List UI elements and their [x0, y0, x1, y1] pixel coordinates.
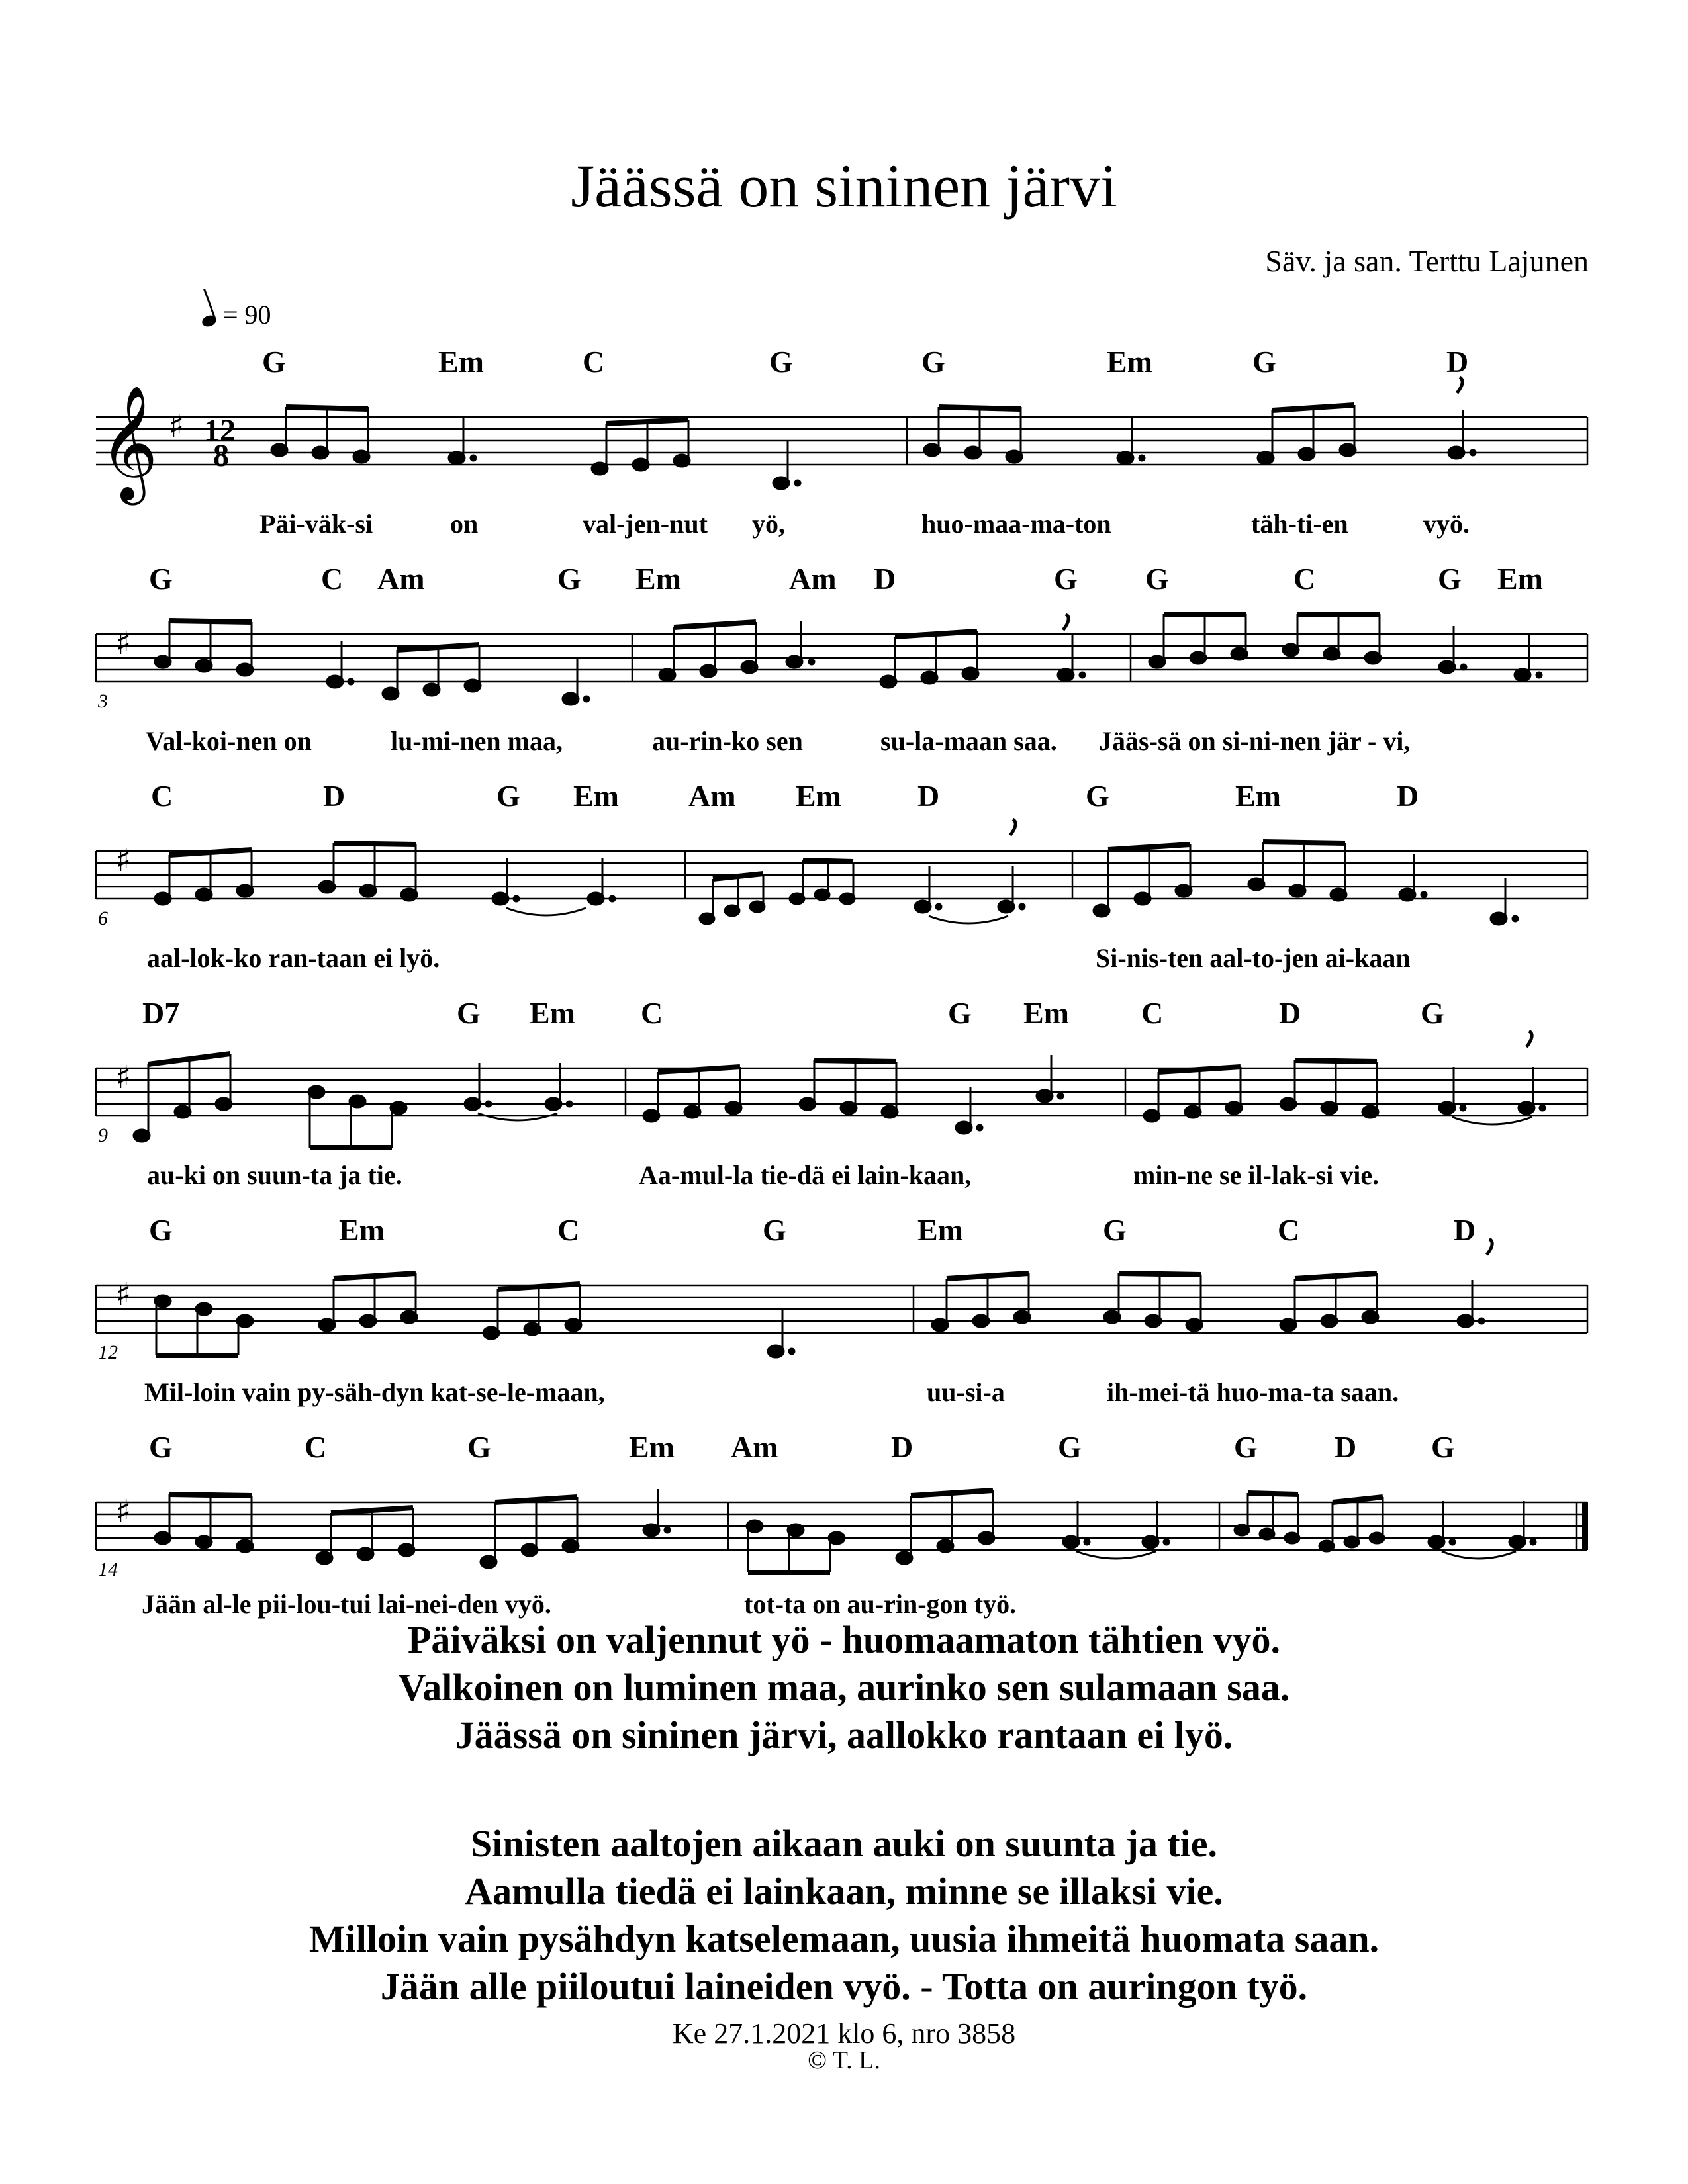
chord: D	[1279, 996, 1301, 1030]
measure-number: 9	[98, 1124, 108, 1146]
composer-credit: Säv. ja san. Terttu Lajunen	[1265, 244, 1589, 278]
verse-line: Päiväksi on valjennut yö - huomaamaton tähtien vyö.	[407, 1618, 1281, 1661]
chord: G	[763, 1213, 786, 1247]
chord: G	[1058, 1430, 1082, 1464]
staff-system-4	[0, 995, 1688, 1207]
chord: Em	[573, 779, 619, 813]
chord: G	[149, 562, 173, 596]
verse-line: Jäässä on sininen järvi, aallokko rantaan ei lyö.	[455, 1713, 1233, 1756]
chord: C	[151, 779, 173, 813]
chord: G	[149, 1213, 173, 1247]
chord: G	[1103, 1213, 1127, 1247]
chord: C	[557, 1213, 580, 1247]
chord: Em	[917, 1213, 963, 1247]
chord: Am	[377, 562, 425, 596]
chord: G	[262, 345, 286, 379]
chord: D	[917, 779, 940, 813]
chord: G	[467, 1430, 491, 1464]
copyright: © T. L.	[808, 2046, 880, 2074]
measure-number: 3	[98, 690, 108, 712]
staff-system-1	[0, 344, 1688, 556]
chord: G	[1421, 996, 1444, 1030]
chord: Em	[629, 1430, 675, 1464]
tempo-value: = 90	[223, 300, 271, 330]
svg-text:12: 12	[204, 413, 236, 448]
chord: G	[457, 996, 481, 1030]
lyric: Päi-väk-si	[259, 509, 373, 539]
chord: G	[1431, 1430, 1455, 1464]
chord: D	[1335, 1430, 1357, 1464]
lyric: au-rin-ko sen	[652, 726, 803, 756]
lyric: Jääs-sä on si-ni-nen jär - vi,	[1099, 726, 1411, 756]
chord: C	[305, 1430, 327, 1464]
chord: Am	[688, 779, 736, 813]
chord: G	[1086, 779, 1109, 813]
svg-text:♯: ♯	[116, 1276, 132, 1313]
chord: D	[891, 1430, 914, 1464]
lyric: tot-ta on au-rin-gon työ.	[744, 1589, 1017, 1619]
lyric: lu-mi-nen maa,	[391, 726, 563, 756]
lyric: aal-lok-ko ran-taan ei lyö.	[147, 943, 440, 973]
chord: G	[149, 1430, 173, 1464]
lyric: su-la-maan saa.	[880, 726, 1057, 756]
verse-line: Jään alle piiloutui laineiden vyö. - Totta on auringon työ.	[380, 1965, 1308, 2008]
verse-line: Milloin vain pysähdyn katselemaan, uusia ihmeitä huomata saan.	[308, 1917, 1380, 1960]
staff-system-6	[0, 1430, 1688, 1641]
svg-text:♯: ♯	[169, 408, 185, 445]
verse-line: Valkoinen on luminen maa, aurinko sen sulamaan saa.	[398, 1666, 1290, 1709]
lyric: uu-si-a	[927, 1377, 1005, 1407]
chord: D	[1397, 779, 1419, 813]
verse-line: Sinisten aaltojen aikaan auki on suunta ja tie.	[470, 1822, 1218, 1865]
svg-text:♯: ♯	[116, 842, 132, 879]
chord: G	[1054, 562, 1078, 596]
chord: G	[496, 779, 520, 813]
svg-text:♯: ♯	[116, 625, 132, 662]
chord: Em	[438, 345, 484, 379]
verse-2	[0, 1820, 1688, 2011]
footer	[0, 2017, 1688, 2074]
chord: D7	[142, 996, 180, 1030]
staff-system-5	[0, 1212, 1688, 1424]
chord: Em	[530, 996, 575, 1030]
chord: C	[583, 345, 605, 379]
chord: C	[321, 562, 344, 596]
chord: D	[323, 779, 346, 813]
svg-text:♯: ♯	[116, 1059, 132, 1096]
lyric: yö,	[752, 509, 785, 539]
song-title: Jäässä on sininen järvi	[571, 152, 1117, 220]
chord: Em	[635, 562, 681, 596]
measure-number: 12	[98, 1342, 118, 1363]
verse-line: Aamulla tiedä ei lainkaan, minne se illaksi vie.	[465, 1870, 1223, 1913]
chord: G	[557, 562, 581, 596]
lyric: ih-mei-tä huo-ma-ta saan.	[1107, 1377, 1399, 1407]
svg-text:♯: ♯	[116, 1493, 132, 1530]
tempo-marking	[202, 299, 271, 330]
lyric: Val-koi-nen on	[146, 726, 312, 756]
chord: C	[1293, 562, 1316, 596]
chord: G	[769, 345, 793, 379]
chord: Em	[1497, 562, 1543, 596]
chord: D	[1446, 345, 1469, 379]
lyric: au-ki on suun-ta ja tie.	[147, 1160, 402, 1190]
staff-system-2	[0, 561, 1688, 773]
chord: C	[1278, 1213, 1300, 1247]
chord: G	[1252, 345, 1276, 379]
lyric: Aa-mul-la tie-dä ei lain-kaan,	[639, 1160, 972, 1190]
chord: Em	[1023, 996, 1069, 1030]
lyric: Si-nis-ten aal-to-jen ai-kaan	[1096, 943, 1411, 973]
chord: G	[1234, 1430, 1258, 1464]
quarter-note-icon	[201, 314, 218, 329]
chord: D	[1454, 1213, 1476, 1247]
lyric: täh-ti-en	[1251, 509, 1348, 539]
svg-text:𝄞: 𝄞	[99, 385, 158, 500]
lyric: vyö.	[1423, 509, 1470, 539]
measure-number: 6	[98, 907, 108, 929]
verse-1	[0, 1616, 1688, 1759]
chord: C	[641, 996, 663, 1030]
chord: Am	[731, 1430, 778, 1464]
lyric: on	[450, 509, 479, 539]
chord: Am	[789, 562, 837, 596]
chord: G	[921, 345, 945, 379]
staff-system-3	[0, 778, 1688, 990]
lyric: Mil-loin vain py-säh-dyn kat-se-le-maan,	[144, 1377, 605, 1407]
lyric: val-jen-nut	[583, 509, 708, 539]
svg-text:8: 8	[213, 438, 229, 473]
chord: G	[1145, 562, 1169, 596]
chord: Em	[1107, 345, 1152, 379]
chord: G	[1438, 562, 1462, 596]
chord: Em	[796, 779, 841, 813]
date-line: Ke 27.1.2021 klo 6, nro 3858	[672, 2017, 1016, 2050]
chord: Em	[1235, 779, 1281, 813]
lyric: Jään al-le pii-lou-tui lai-nei-den vyö.	[142, 1589, 551, 1619]
measure-number: 14	[98, 1559, 118, 1580]
chord: G	[948, 996, 972, 1030]
chord: D	[874, 562, 896, 596]
lyric: min-ne se il-lak-si vie.	[1133, 1160, 1380, 1190]
lyric: huo-maa-ma-ton	[921, 509, 1111, 539]
chord: Em	[339, 1213, 385, 1247]
chord: C	[1141, 996, 1164, 1030]
